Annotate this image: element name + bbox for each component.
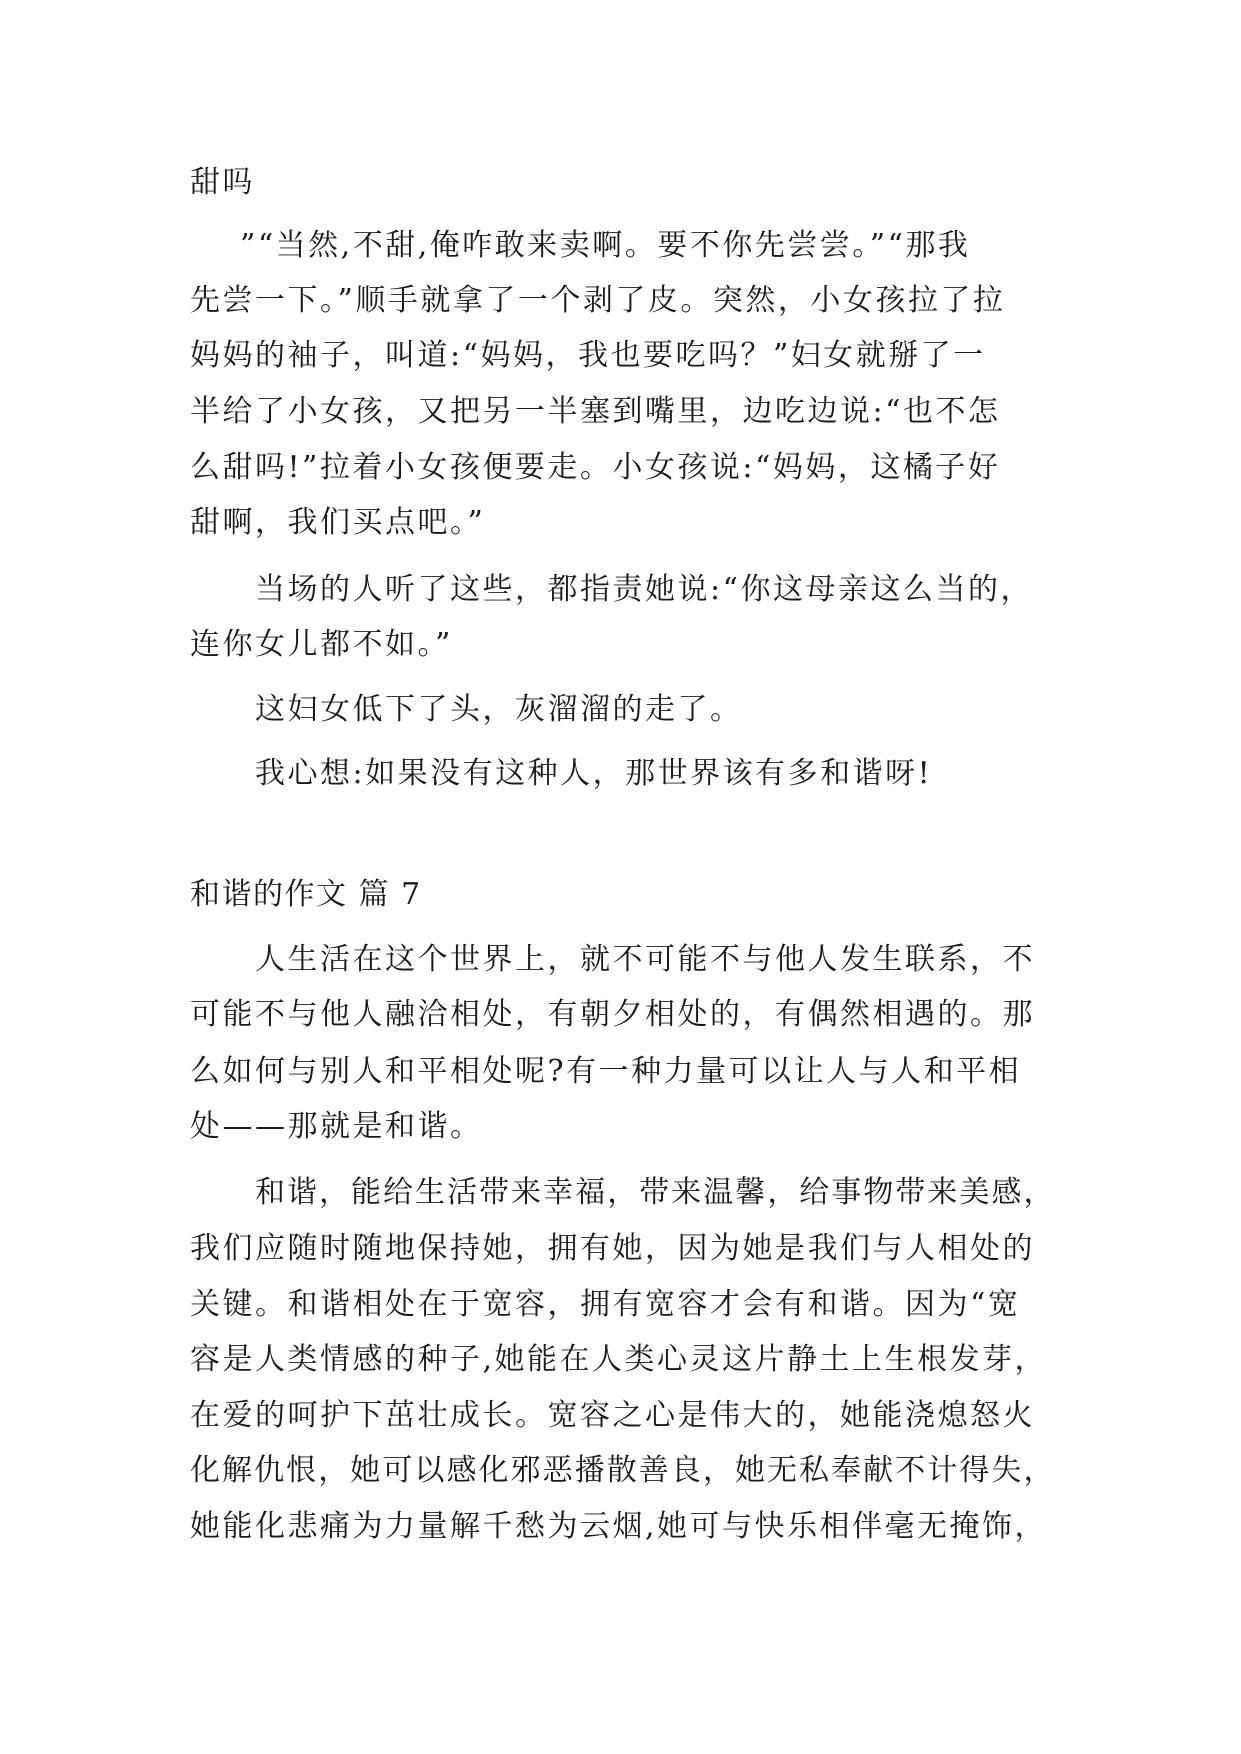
text-line: ”“当然,不甜,俺咋敢来卖啊。要不你先尝尝。”“那我 xyxy=(240,228,971,263)
text-line: 和谐，能给生活带来幸福，带来温馨，给事物带来美感， xyxy=(255,1175,1056,1210)
text-line: 半给了小女孩，又把另一半塞到嘴里，边吃边说:“也不怎 xyxy=(190,394,1001,429)
text-line: 她能化悲痛为力量解千愁为云烟,她可与快乐相伴毫无掩饰， xyxy=(190,1509,1048,1544)
text-line: 化解仇恨，她可以感化邪恶播散善良，她无私奉献不计得失， xyxy=(190,1453,1056,1488)
text-line: 甜吗 xyxy=(190,165,255,200)
text-line: 么甜吗!”拉着小女孩便要走。小女孩说:“妈妈，这橘子好 xyxy=(190,450,1001,485)
text-line: 当场的人听了这些，都指责她说:“你这母亲这么当的， xyxy=(255,572,1033,607)
text-line: 先尝一下。”顺手就拿了一个剥了皮。突然，小女孩拉了拉 xyxy=(190,283,1006,318)
text-line: 容是人类情感的种子,她能在人类心灵这片静土上生根发芽， xyxy=(190,1342,1048,1377)
section-heading: 和谐的作文 篇 7 xyxy=(190,877,422,912)
text-line: 我心想:如果没有这种人，那世界该有多和谐呀! xyxy=(255,756,933,791)
text-line: 我们应随时随地保持她，拥有她，因为她是我们与人相处的 xyxy=(190,1231,1035,1266)
text-line: 这妇女低下了头，灰溜溜的走了。 xyxy=(255,692,743,727)
text-line: 人生活在这个世界上，就不可能不与他人发生联系，不 xyxy=(255,942,1035,977)
text-line: 可能不与他人融洽相处，有朝夕相处的，有偶然相遇的。那 xyxy=(190,997,1035,1032)
text-line: 连你女儿都不如。” xyxy=(190,627,453,662)
text-line: 么如何与别人和平相处呢?有一种力量可以让人与人和平相 xyxy=(190,1054,1022,1089)
text-line: 关键。和谐相处在于宽容，拥有宽容才会有和谐。因为“宽 xyxy=(190,1287,1021,1322)
text-line: 在爱的呵护下茁壮成长。宽容之心是伟大的，她能浇熄怒火 xyxy=(190,1398,1035,1433)
text-line: 妈妈的袖子，叫道:“妈妈，我也要吃吗？”妇女就掰了一 xyxy=(190,338,986,373)
text-line: 处——那就是和谐。 xyxy=(190,1109,483,1144)
text-line: 甜啊，我们买点吧。” xyxy=(190,505,486,540)
